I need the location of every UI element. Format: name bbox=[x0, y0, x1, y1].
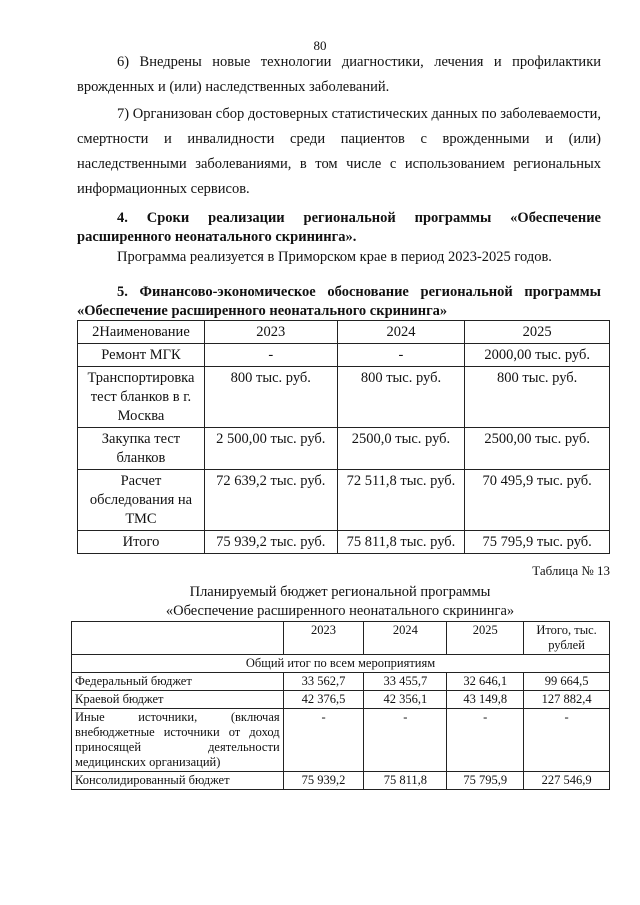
table-cell: Расчет обследования на ТМС bbox=[78, 470, 205, 531]
table-cell: 75 795,9 тыс. руб. bbox=[465, 531, 610, 554]
header-cell: 2025 bbox=[465, 321, 610, 344]
table-cell: Иные источники, (включая внебюджетные источники от доход приносящей деятельности медицинских организаций) bbox=[72, 709, 284, 772]
section-4-text: Программа реализуется в Приморском крае в период 2023-2025 годов. bbox=[117, 249, 552, 265]
table-cell: 227 546,9 bbox=[524, 772, 610, 790]
table-cell: 2500,0 тыс. руб. bbox=[337, 428, 465, 470]
table-cell: 75 795,9 bbox=[447, 772, 524, 790]
table-row bbox=[78, 470, 610, 531]
page-number: 80 bbox=[313, 38, 327, 53]
table-row bbox=[78, 344, 610, 367]
table-number-label: Таблица № 13 bbox=[532, 563, 610, 578]
table-cell: Федеральный бюджет bbox=[72, 673, 284, 691]
table-cell: - bbox=[364, 709, 447, 772]
table-cell: - bbox=[283, 709, 364, 772]
table-cell: - bbox=[337, 344, 465, 367]
table-cell: - bbox=[447, 709, 524, 772]
table-subheader-row bbox=[72, 655, 610, 673]
paragraph-6: 6) Внедрены новые технологии диагностики, лечения и профилактики врожденных и (или) наследственных заболеваний. bbox=[77, 54, 601, 95]
table-cell: - bbox=[204, 344, 337, 367]
table-header-row bbox=[72, 622, 610, 655]
table-row bbox=[78, 531, 610, 554]
table-cell: 75 939,2 тыс. руб. bbox=[204, 531, 337, 554]
table-title bbox=[0, 583, 640, 621]
table-cell: 75 811,8 bbox=[364, 772, 447, 790]
budget-table bbox=[71, 621, 610, 790]
table-cell: 72 511,8 тыс. руб. bbox=[337, 470, 465, 531]
header-cell: 2023 bbox=[283, 622, 364, 655]
table-row bbox=[72, 772, 610, 790]
table-cell: 75 811,8 тыс. руб. bbox=[337, 531, 465, 554]
table-cell: 33 562,7 bbox=[283, 673, 364, 691]
table-cell: 42 376,5 bbox=[283, 691, 364, 709]
header-cell: Итого, тыс. рублей bbox=[524, 622, 610, 655]
table-cell: Консолидированный бюджет bbox=[72, 772, 284, 790]
table-cell: 43 149,8 bbox=[447, 691, 524, 709]
table-title-line: Планируемый бюджет региональной программы bbox=[189, 584, 491, 600]
table-cell: 99 664,5 bbox=[524, 673, 610, 691]
header-cell: 2024 bbox=[364, 622, 447, 655]
table-cell: Краевой бюджет bbox=[72, 691, 284, 709]
header-cell: 2025 bbox=[447, 622, 524, 655]
header-cell: 2023 bbox=[204, 321, 337, 344]
table-row bbox=[78, 367, 610, 428]
table-cell: Закупка тест бланков bbox=[78, 428, 205, 470]
table-cell: 33 455,7 bbox=[364, 673, 447, 691]
table-row bbox=[72, 691, 610, 709]
table-cell: 2000,00 тыс. руб. bbox=[465, 344, 610, 367]
table-row bbox=[78, 428, 610, 470]
table-row bbox=[72, 673, 610, 691]
table-cell: 32 646,1 bbox=[447, 673, 524, 691]
subheader-cell: Общий итог по всем мероприятиям bbox=[72, 655, 610, 673]
table-row bbox=[72, 709, 610, 772]
table-cell: 2500,00 тыс. руб. bbox=[465, 428, 610, 470]
table-cell: 70 495,9 тыс. руб. bbox=[465, 470, 610, 531]
table-cell: 127 882,4 bbox=[524, 691, 610, 709]
table-cell: Итого bbox=[78, 531, 205, 554]
table-cell: 75 939,2 bbox=[283, 772, 364, 790]
header-cell: 2024 bbox=[337, 321, 465, 344]
table-title-line: «Обеспечение расширенного неонатального скрининга» bbox=[165, 603, 515, 619]
table-cell: - bbox=[524, 709, 610, 772]
table-cell: 800 тыс. руб. bbox=[465, 367, 610, 428]
table-cell: 72 639,2 тыс. руб. bbox=[204, 470, 337, 531]
table-cell: 800 тыс. руб. bbox=[204, 367, 337, 428]
section-5-heading: 5. Финансово-экономическое обоснование региональной программы «Обеспечение расширенного неонатального скрининга» bbox=[77, 284, 601, 319]
section-4-heading: 4. Сроки реализации региональной программы «Обеспечение расширенного неонатального скрининга». bbox=[77, 210, 601, 245]
table-header-row bbox=[78, 321, 610, 344]
table-cell: Транспортировка тест бланков в г. Москва bbox=[78, 367, 205, 428]
paragraph-7: 7) Организован сбор достоверных статистических данных по заболеваемости, смертности и инвалидности среди пациентов с врожденными и (или) наследственными заболеваниями, в том числе с использованием региональных информационных сервисов. bbox=[77, 106, 601, 197]
financial-table bbox=[77, 320, 610, 554]
table-cell: 42 356,1 bbox=[364, 691, 447, 709]
table-cell: 2 500,00 тыс. руб. bbox=[204, 428, 337, 470]
header-cell: 2Наименование bbox=[78, 321, 205, 344]
table-cell: Ремонт МГК bbox=[78, 344, 205, 367]
header-cell bbox=[72, 622, 284, 655]
table-cell: 800 тыс. руб. bbox=[337, 367, 465, 428]
